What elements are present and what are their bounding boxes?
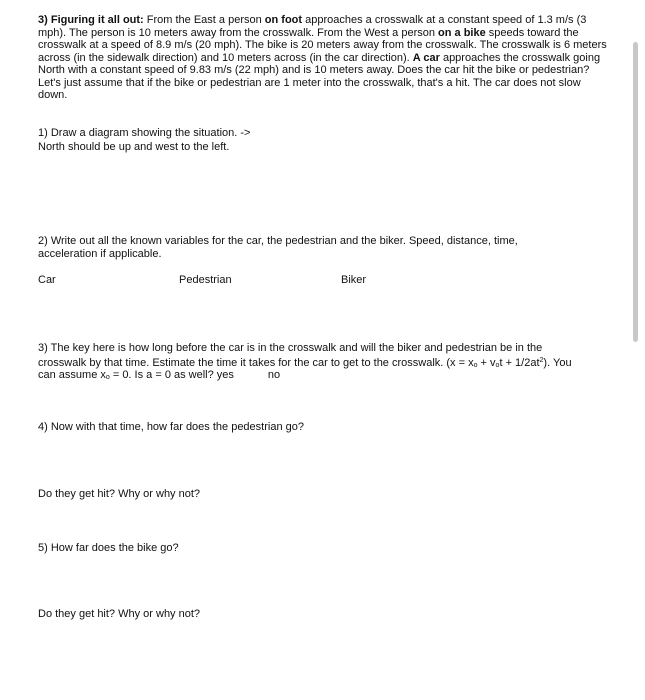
question-5-followup: Do they get hit? Why or why not? [38,608,201,620]
question-3-line-2: crosswalk by that time. Estimate the time it takes for the car to get to the crosswalk. $(x = x_o + v_ot + 1/2at^2)$. You [38,357,572,369]
bold-a-car: A car [412,51,440,64]
question-2-line-2: acceleration if applicable. [38,248,162,260]
question-3-line-3: can assume $x_o = 0$. Is a = 0 as well? yes no [38,369,281,381]
question-2-line-1: 2) Write out all the known variables for the car, the pedestrian and the biker. Speed, distance, time, [38,235,518,247]
scrollbar-thumb[interactable] [633,42,638,342]
question-1-line-2: North should be up and west to the left. [38,141,230,153]
bold-on-a-bike: on a bike [438,26,486,39]
column-biker: Biker [341,274,367,286]
problem-text: approaches a crosswalk at a constant speed of 1.3 m/s (3 mph). The person is 10 meters away from the crosswalk. From the West a person [38,14,587,39]
question-4-followup: Do they get hit? Why or why not? [38,488,201,500]
problem-text: From the East a person [143,14,265,26]
problem-number: 3) [38,14,48,26]
option-no: no [267,369,281,381]
bold-on-foot: on foot [264,14,303,26]
question-1-line-1: 1) Draw a diagram showing the situation. -> [38,127,251,139]
problem-statement [38,14,613,102]
problem-text: approaches the crosswalk going North with a constant speed of 9.83 m/s (22 mph) and is 10 meters away. Does the car hit the bike or pedestrian? Let's just assume that if the bike or pedestrian are 1 meter into the crosswalk, that's a hit. The car does not slow down. [38,51,601,101]
question-4: 4) Now with that time, how far does the pedestrian go? [38,421,304,433]
problem-title: Figuring it all out: [50,14,144,26]
column-pedestrian: Pedestrian [179,274,232,286]
question-3-line-1: 3) The key here is how long before the car is in the crosswalk and will the biker and pedestrian be in the [38,342,543,354]
question-5: 5) How far does the bike go? [38,542,179,554]
column-car: Car [38,274,56,286]
problem-text: speeds toward the crosswalk at a speed of 8.9 m/s (20 mph). The bike is 20 meters away from the crosswalk. The crosswalk is 6 meters across (in the sidewalk direction) and 10 meters across (in the car direction). [38,26,607,64]
